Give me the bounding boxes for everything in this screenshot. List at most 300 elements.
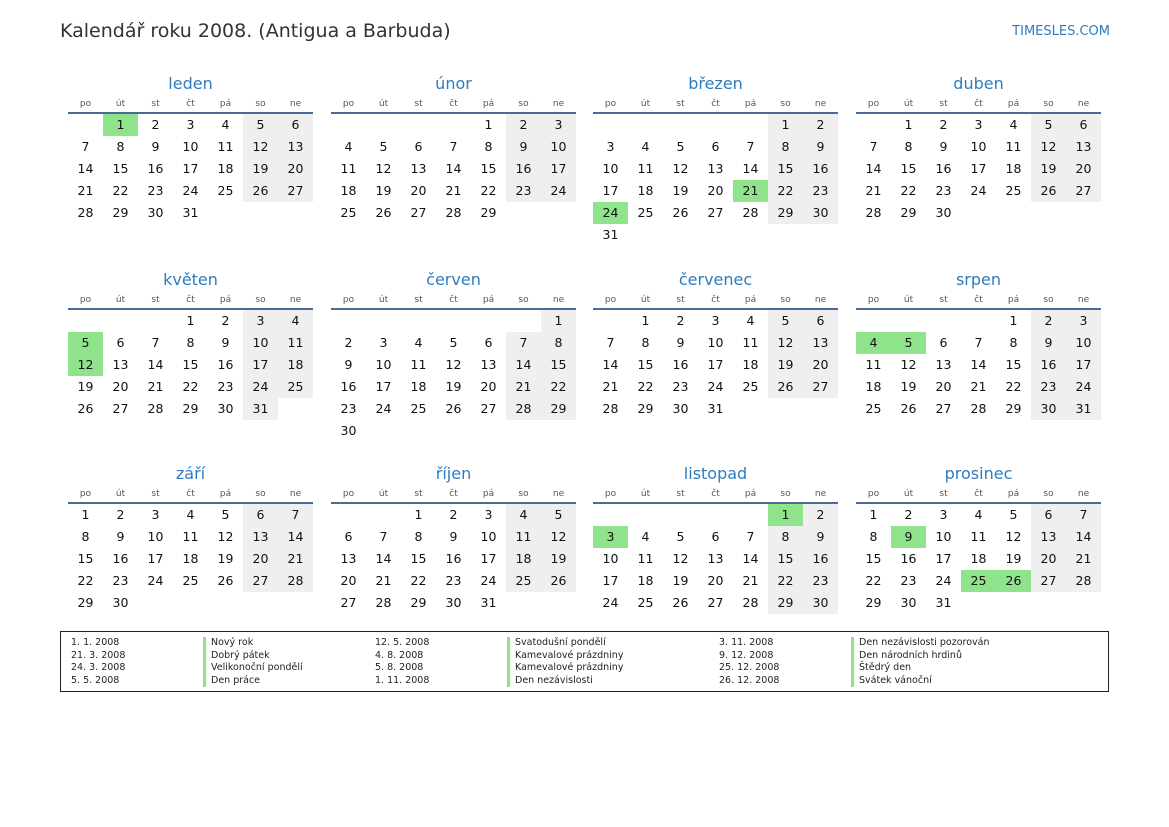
holiday-day-cell: 1	[103, 114, 138, 136]
day-cell: 21	[278, 548, 313, 570]
day-cell: 28	[602, 401, 619, 416]
day-cell: 17	[1066, 354, 1101, 376]
day-cell: 24	[182, 183, 199, 198]
day-cell: 18	[182, 551, 199, 566]
day-cell: 8	[768, 526, 803, 548]
day-cell: 12	[445, 357, 462, 372]
day-cell: 13	[707, 551, 724, 566]
day-cell: 17	[375, 379, 392, 394]
day-cell: 4	[414, 335, 423, 350]
month-name: duben	[953, 74, 1004, 93]
day-cell: 24	[243, 376, 278, 398]
day-cell: 31	[480, 595, 497, 610]
day-cell: 31	[935, 595, 952, 610]
weekday-label: po	[342, 489, 355, 499]
day-cell: 18	[1005, 161, 1022, 176]
day-cell: 7	[81, 139, 90, 154]
day-cell: 6	[414, 139, 423, 154]
day-cell: 6	[939, 335, 948, 350]
day-cell: 11	[970, 529, 987, 544]
day-cell: 29	[112, 205, 129, 220]
day-cell: 19	[672, 573, 689, 588]
day-cell: 24	[602, 595, 619, 610]
weekday-label: čt	[974, 489, 983, 499]
day-cell: 11	[865, 357, 882, 372]
holiday-day-cell: 5	[891, 332, 926, 354]
day-cell: 28	[77, 205, 94, 220]
day-cell: 27	[340, 595, 357, 610]
weekday-header	[68, 96, 313, 114]
weekday-label: po	[604, 295, 617, 305]
day-cell: 6	[278, 114, 313, 136]
day-cell: 8	[641, 335, 650, 350]
day-cell: 19	[375, 183, 392, 198]
weekday-label: pá	[744, 99, 757, 109]
day-cell: 6	[1066, 114, 1101, 136]
weekday-label: pá	[482, 489, 495, 499]
day-cell: 28	[1066, 570, 1101, 592]
empty-cell	[698, 504, 733, 526]
day-grid	[68, 310, 313, 420]
empty-cell	[103, 310, 138, 332]
day-cell: 21	[865, 183, 882, 198]
day-cell: 30	[803, 592, 838, 614]
day-cell: 29	[182, 401, 199, 416]
day-cell: 21	[506, 376, 541, 398]
holiday-day-cell: 9	[891, 526, 926, 548]
weekday-header	[331, 486, 576, 504]
weekday-label: so	[1043, 99, 1054, 109]
day-cell: 7	[379, 529, 388, 544]
empty-cell	[436, 310, 471, 332]
weekday-label: so	[780, 489, 791, 499]
day-cell: 24	[147, 573, 164, 588]
day-cell: 20	[1066, 158, 1101, 180]
day-cell: 10	[935, 529, 952, 544]
day-cell: 18	[637, 573, 654, 588]
day-cell: 6	[484, 335, 493, 350]
day-cell: 17	[541, 158, 576, 180]
day-cell: 25	[217, 183, 234, 198]
day-cell: 9	[803, 526, 838, 548]
empty-cell	[593, 504, 628, 526]
weekday-label: út	[378, 295, 389, 305]
day-cell: 26	[217, 573, 234, 588]
day-cell: 26	[768, 376, 803, 398]
day-cell: 21	[970, 379, 987, 394]
day-cell: 6	[116, 335, 125, 350]
day-cell: 7	[1066, 504, 1101, 526]
day-cell: 21	[445, 183, 462, 198]
day-cell: 26	[1031, 180, 1066, 202]
weekday-label: so	[518, 489, 529, 499]
day-cell: 27	[278, 180, 313, 202]
month-11	[856, 462, 1101, 614]
day-cell: 9	[1031, 332, 1066, 354]
day-cell: 9	[676, 335, 685, 350]
day-cell: 30	[340, 423, 357, 438]
day-cell: 28	[445, 205, 462, 220]
day-cell: 10	[602, 551, 619, 566]
day-cell: 8	[414, 529, 423, 544]
day-cell: 4	[506, 504, 541, 526]
weekday-label: čt	[974, 99, 983, 109]
day-cell: 20	[480, 379, 497, 394]
empty-cell	[366, 504, 401, 526]
legend-holiday-name: Svatodušní pondělí	[515, 637, 606, 648]
legend-holiday-name: Kamevalové prázdniny	[515, 649, 624, 661]
day-cell: 1	[541, 310, 576, 332]
day-cell: 29	[637, 401, 654, 416]
day-cell: 2	[676, 313, 685, 328]
weekday-label: so	[255, 489, 266, 499]
day-cell: 3	[484, 507, 493, 522]
weekday-label: pá	[744, 295, 757, 305]
day-cell: 25	[637, 205, 654, 220]
day-cell: 15	[900, 161, 917, 176]
empty-cell	[436, 114, 471, 136]
day-cell: 8	[768, 136, 803, 158]
legend-date: 3. 11. 2008	[719, 637, 774, 648]
day-cell: 23	[445, 573, 462, 588]
empty-cell	[698, 114, 733, 136]
weekday-label: pá	[1007, 99, 1020, 109]
day-cell: 14	[278, 526, 313, 548]
legend-date: 1. 1. 2008	[71, 637, 120, 648]
day-cell: 12	[375, 161, 392, 176]
legend-date: 12. 5. 2008	[375, 637, 430, 648]
day-cell: 5	[676, 139, 685, 154]
day-cell: 17	[602, 573, 619, 588]
weekday-label: so	[1043, 295, 1054, 305]
day-cell: 25	[637, 595, 654, 610]
month-name: říjen	[435, 464, 472, 483]
day-cell: 9	[344, 357, 353, 372]
day-cell: 4	[278, 310, 313, 332]
weekday-label: so	[1043, 489, 1054, 499]
day-cell: 26	[375, 205, 392, 220]
weekday-label: st	[414, 99, 423, 109]
day-cell: 24	[970, 183, 987, 198]
day-cell: 23	[217, 379, 234, 394]
day-cell: 14	[742, 161, 759, 176]
day-grid	[593, 310, 838, 420]
day-cell: 13	[278, 136, 313, 158]
day-cell: 27	[243, 570, 278, 592]
day-cell: 29	[480, 205, 497, 220]
day-cell: 17	[602, 183, 619, 198]
month-name: březen	[688, 74, 743, 93]
weekday-label: út	[115, 99, 126, 109]
weekday-label: so	[255, 99, 266, 109]
month-name: červenec	[678, 270, 753, 289]
weekday-label: so	[518, 99, 529, 109]
day-cell: 2	[506, 114, 541, 136]
holiday-day-cell: 1	[768, 504, 803, 526]
day-cell: 13	[1066, 136, 1101, 158]
weekday-header	[68, 292, 313, 310]
legend-date: 21. 3. 2008	[71, 649, 126, 661]
day-grid	[593, 504, 838, 614]
day-cell: 19	[1005, 551, 1022, 566]
empty-cell	[856, 310, 891, 332]
weekday-label: čt	[974, 295, 983, 305]
weekday-label: pá	[482, 99, 495, 109]
day-cell: 27	[480, 401, 497, 416]
day-cell: 24	[375, 401, 392, 416]
day-cell: 7	[746, 139, 755, 154]
day-cell: 30	[1031, 398, 1066, 420]
weekday-label: ne	[1077, 99, 1090, 109]
day-cell: 16	[445, 551, 462, 566]
weekday-header	[331, 292, 576, 310]
day-cell: 27	[803, 376, 838, 398]
day-cell: 2	[344, 335, 353, 350]
day-cell: 8	[904, 139, 913, 154]
day-cell: 25	[340, 205, 357, 220]
month-name: červen	[426, 270, 481, 289]
day-cell: 20	[243, 548, 278, 570]
day-cell: 2	[1031, 310, 1066, 332]
day-cell: 19	[768, 354, 803, 376]
day-cell: 17	[707, 357, 724, 372]
day-cell: 13	[340, 551, 357, 566]
weekday-label: po	[79, 489, 92, 499]
weekday-label: st	[151, 99, 160, 109]
day-cell: 2	[803, 114, 838, 136]
day-cell: 17	[480, 551, 497, 566]
day-cell: 15	[865, 551, 882, 566]
empty-cell	[593, 310, 628, 332]
site-link[interactable]: TIMESLES.COM	[1012, 24, 1110, 39]
day-cell: 23	[112, 573, 129, 588]
day-cell: 8	[1009, 335, 1018, 350]
day-cell: 10	[970, 139, 987, 154]
weekday-label: ne	[814, 99, 827, 109]
legend-holiday-name: Svátek vánoční	[859, 674, 932, 686]
day-cell: 11	[340, 161, 357, 176]
day-cell: 16	[217, 357, 234, 372]
day-cell: 14	[375, 551, 392, 566]
weekday-label: út	[903, 99, 914, 109]
day-grid	[331, 310, 576, 442]
holiday-day-cell: 26	[996, 570, 1031, 592]
month-name: prosinec	[944, 464, 1013, 483]
month-3	[856, 72, 1101, 224]
day-cell: 28	[506, 398, 541, 420]
weekday-label: čt	[711, 489, 720, 499]
weekday-header	[331, 96, 576, 114]
day-cell: 30	[217, 401, 234, 416]
day-cell: 16	[1031, 354, 1066, 376]
weekday-header	[593, 96, 838, 114]
empty-cell	[733, 114, 768, 136]
weekday-label: čt	[186, 295, 195, 305]
day-cell: 16	[506, 158, 541, 180]
weekday-label: út	[115, 489, 126, 499]
day-cell: 4	[1009, 117, 1018, 132]
day-cell: 15	[112, 161, 129, 176]
day-cell: 23	[672, 379, 689, 394]
day-cell: 14	[742, 551, 759, 566]
weekday-header	[856, 96, 1101, 114]
weekday-label: po	[867, 99, 880, 109]
day-cell: 7	[606, 335, 615, 350]
day-cell: 6	[711, 139, 720, 154]
day-cell: 12	[672, 551, 689, 566]
day-cell: 30	[112, 595, 129, 610]
day-cell: 18	[742, 357, 759, 372]
day-cell: 19	[77, 379, 94, 394]
weekday-label: st	[676, 489, 685, 499]
day-cell: 31	[243, 398, 278, 420]
day-cell: 10	[541, 136, 576, 158]
day-cell: 26	[672, 205, 689, 220]
day-cell: 21	[77, 183, 94, 198]
day-cell: 5	[221, 507, 230, 522]
day-cell: 1	[484, 117, 493, 132]
weekday-label: pá	[1007, 489, 1020, 499]
day-cell: 12	[900, 357, 917, 372]
day-cell: 22	[410, 573, 427, 588]
day-cell: 12	[672, 161, 689, 176]
day-cell: 22	[480, 183, 497, 198]
day-cell: 29	[1005, 401, 1022, 416]
day-cell: 6	[1031, 504, 1066, 526]
month-10	[593, 462, 838, 614]
day-cell: 7	[449, 139, 458, 154]
day-cell: 7	[869, 139, 878, 154]
day-cell: 30	[803, 202, 838, 224]
day-cell: 24	[480, 573, 497, 588]
day-cell: 15	[77, 551, 94, 566]
day-cell: 14	[445, 161, 462, 176]
empty-cell	[961, 310, 996, 332]
weekday-label: čt	[711, 99, 720, 109]
weekday-label: ne	[814, 489, 827, 499]
day-cell: 14	[77, 161, 94, 176]
month-1	[331, 72, 576, 224]
weekday-label: ne	[552, 99, 565, 109]
day-cell: 20	[707, 183, 724, 198]
day-cell: 25	[182, 573, 199, 588]
day-cell: 22	[768, 180, 803, 202]
day-cell: 23	[506, 180, 541, 202]
day-cell: 4	[641, 139, 650, 154]
legend-holiday-name: Velikonoční pondělí	[211, 662, 303, 673]
day-cell: 28	[742, 205, 759, 220]
legend-names	[851, 637, 990, 687]
day-cell: 20	[112, 379, 129, 394]
day-cell: 9	[449, 529, 458, 544]
day-cell: 15	[768, 158, 803, 180]
day-cell: 8	[116, 139, 125, 154]
day-cell: 6	[344, 529, 353, 544]
day-cell: 26	[77, 401, 94, 416]
legend-date: 5. 8. 2008	[375, 662, 424, 673]
day-cell: 19	[1031, 158, 1066, 180]
legend-holiday-name: Nový rok	[211, 637, 254, 648]
day-cell: 1	[186, 313, 195, 328]
weekday-label: pá	[744, 489, 757, 499]
month-name: únor	[435, 74, 472, 93]
empty-cell	[628, 114, 663, 136]
weekday-header	[68, 486, 313, 504]
day-cell: 3	[1066, 310, 1101, 332]
day-cell: 2	[116, 507, 125, 522]
day-cell: 28	[147, 401, 164, 416]
day-cell: 16	[803, 548, 838, 570]
holiday-day-cell: 4	[856, 332, 891, 354]
day-cell: 2	[221, 313, 230, 328]
month-8	[68, 462, 313, 614]
day-cell: 1	[768, 114, 803, 136]
weekday-label: čt	[449, 99, 458, 109]
day-cell: 8	[81, 529, 90, 544]
day-cell: 30	[445, 595, 462, 610]
weekday-label: ne	[1077, 295, 1090, 305]
day-cell: 4	[344, 139, 353, 154]
day-cell: 5	[1009, 507, 1018, 522]
day-cell: 8	[541, 332, 576, 354]
day-cell: 17	[970, 161, 987, 176]
day-cell: 28	[742, 595, 759, 610]
day-cell: 3	[541, 114, 576, 136]
day-cell: 10	[707, 335, 724, 350]
weekday-label: čt	[186, 99, 195, 109]
day-cell: 22	[1005, 379, 1022, 394]
day-cell: 22	[541, 376, 576, 398]
holiday-day-cell: 3	[593, 526, 628, 548]
day-cell: 6	[803, 310, 838, 332]
weekday-header	[856, 486, 1101, 504]
weekday-label: st	[676, 99, 685, 109]
day-cell: 16	[340, 379, 357, 394]
weekday-label: pá	[219, 489, 232, 499]
holiday-legend	[60, 631, 1109, 692]
day-grid	[68, 114, 313, 224]
month-name: květen	[163, 270, 218, 289]
day-cell: 5	[1031, 114, 1066, 136]
day-cell: 17	[147, 551, 164, 566]
day-cell: 12	[243, 136, 278, 158]
empty-cell	[331, 114, 366, 136]
day-cell: 12	[1005, 529, 1022, 544]
day-cell: 1	[81, 507, 90, 522]
day-cell: 4	[974, 507, 983, 522]
empty-cell	[366, 310, 401, 332]
empty-cell	[68, 114, 103, 136]
day-cell: 22	[865, 573, 882, 588]
day-cell: 15	[768, 548, 803, 570]
day-cell: 27	[707, 205, 724, 220]
weekday-label: st	[939, 489, 948, 499]
weekday-label: po	[867, 489, 880, 499]
day-cell: 10	[375, 357, 392, 372]
day-cell: 11	[742, 335, 759, 350]
day-cell: 24	[1066, 376, 1101, 398]
day-cell: 11	[1005, 139, 1022, 154]
legend-names	[203, 637, 303, 687]
weekday-label: ne	[289, 295, 302, 305]
day-cell: 4	[746, 313, 755, 328]
weekday-label: ne	[552, 489, 565, 499]
day-grid	[856, 114, 1101, 224]
day-cell: 3	[243, 310, 278, 332]
weekday-label: po	[604, 489, 617, 499]
day-cell: 15	[410, 551, 427, 566]
day-cell: 25	[506, 570, 541, 592]
